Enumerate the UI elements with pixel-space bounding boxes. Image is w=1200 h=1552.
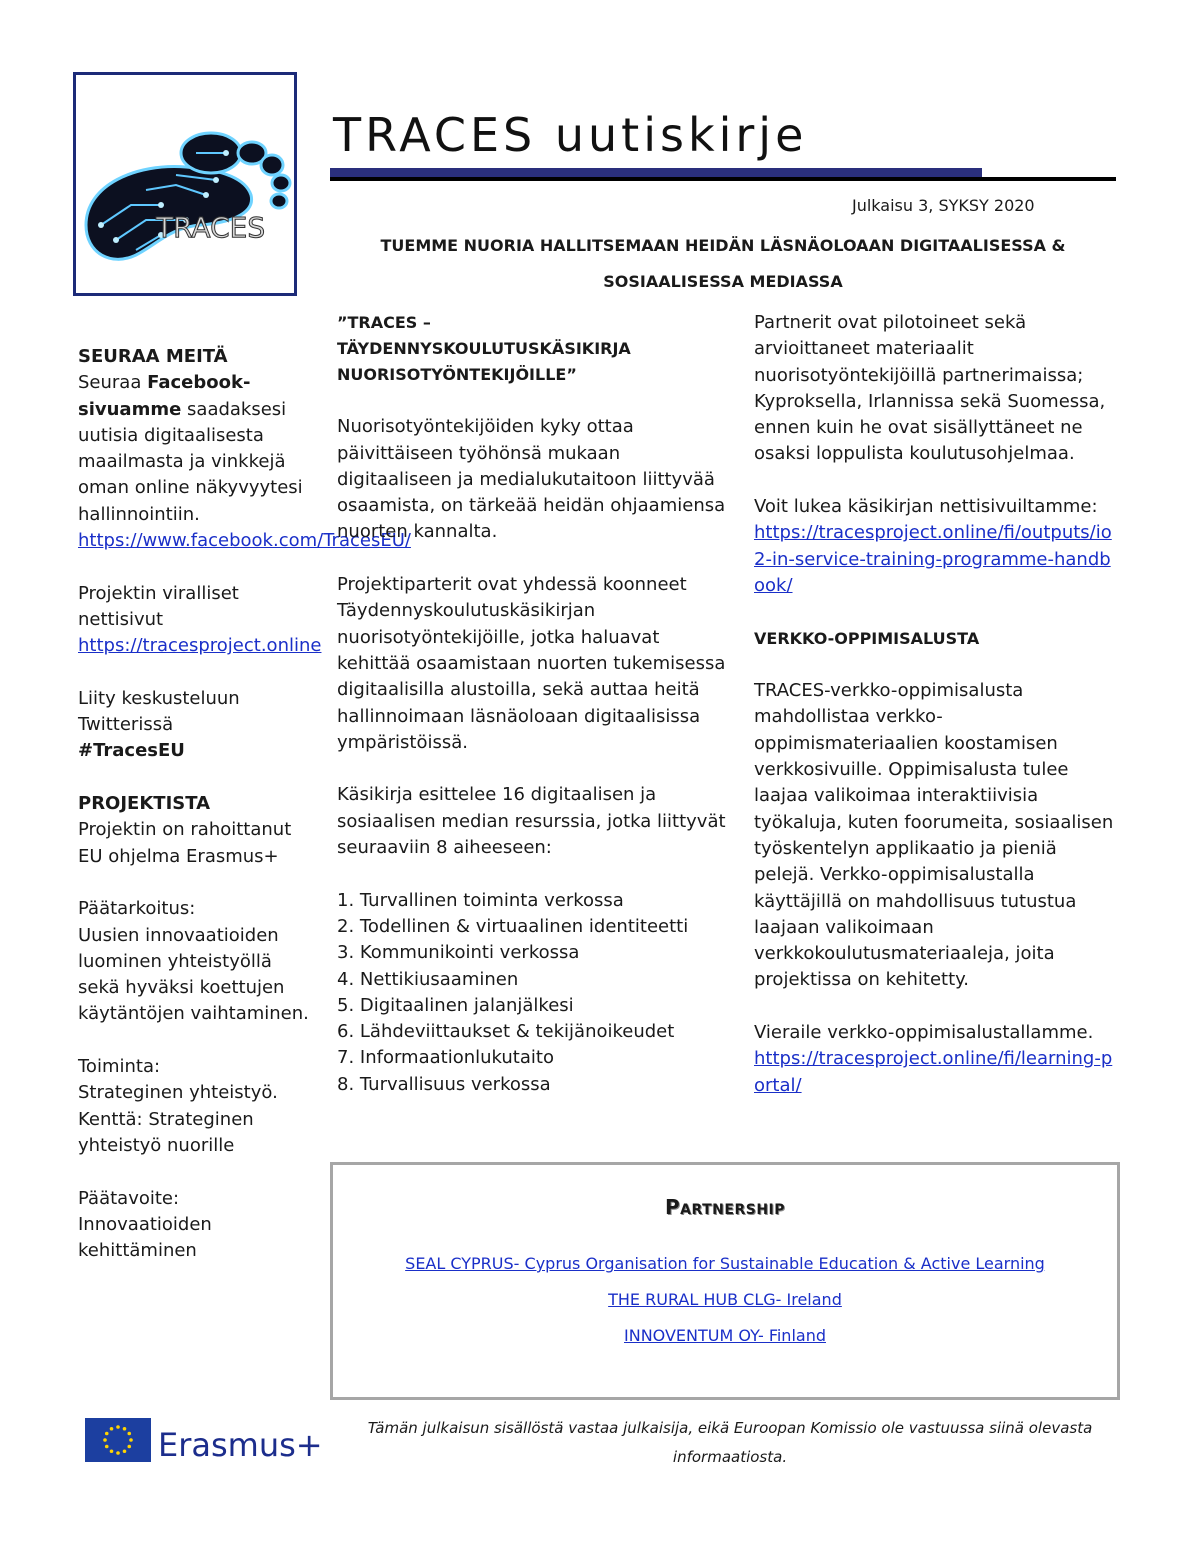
eu-star [110, 1449, 114, 1453]
disclaimer: Tämän julkaisun sisällöstä vastaa julkaisija, eikä Euroopan Komissio ole vastuussa siinä olevasta informaatiosta. [367, 1419, 1093, 1466]
purpose-text: Uusien innovaatioiden luominen yhteistyöllä sekä hyväksi koettujen käytäntöjen vaihtaminen. [78, 924, 309, 1025]
logo-wordmark: TRACES [156, 211, 266, 244]
paragraph: Partnerit ovat pilotoineet sekä arvioittaneet materiaalit nuorisotyöntekijöillä partnerimaissa; Kyproksella, Irlannissa sekä Suomessa, ennen kuin he ovat sisällyttäneet ne osaksi loppulista koulutusohjelmaa. [754, 312, 1106, 465]
list-item: 1. Turvallinen toiminta verkossa [337, 889, 624, 911]
read-text: Voit lukea käsikirjan nettisivuiltamme: [754, 496, 1098, 518]
follow-text-start: Seuraa [78, 372, 148, 394]
list-item: 8. Turvallisuus verkossa [337, 1073, 551, 1095]
goal-text: Innovaatioiden kehittäminen [78, 1213, 212, 1262]
topic-list [337, 888, 729, 1098]
partnership-title: Partnership [664, 1195, 786, 1219]
list-item: 3. Kommunikointi verkossa [337, 942, 580, 964]
website-text: Projektin viralliset nettisivut [78, 582, 239, 630]
follow-text-bold: Facebook-sivuamme [78, 372, 251, 420]
traces-logo [73, 72, 297, 296]
eu-flag-icon [85, 1418, 151, 1462]
eu-star [105, 1445, 109, 1449]
title-rule-black [330, 177, 1116, 181]
paragraph: Käsikirja esittelee 16 digitaalisen ja sosiaalisen median resurssia, jotka liittyvät seuraaviin 8 aiheeseen: [337, 784, 726, 859]
field-text: Kenttä: Strateginen yhteistyö nuorille [78, 1108, 254, 1156]
partnership-box [330, 1162, 1120, 1400]
facebook-link[interactable]: https://www.facebook.com/TracesEU/ [78, 530, 411, 552]
project-heading: PROJEKTISTA [78, 793, 211, 815]
issue-info: Julkaisu 3, SYKSY 2020 [852, 196, 1035, 215]
paragraph: Projektiparterit ovat yhdessä koonneet Täydennyskoulutuskäsikirjan nuorisotyöntekijöille, jotka haluavat kehittää osaamistaan nuorten tukemisessa digitaalisilla alustoilla, sekä auttaa heitä hallinnoimaan läsnäoloaan digitaalisissa ympäristöissä. [337, 574, 726, 753]
eu-star [116, 1425, 120, 1429]
eu-star [103, 1438, 107, 1442]
eu-star [110, 1427, 114, 1431]
eu-star [123, 1427, 127, 1431]
eu-star [105, 1432, 109, 1436]
twitter-text: Liity keskusteluun Twitterissä [78, 687, 240, 736]
eu-star [116, 1451, 120, 1455]
partner-link-rural-hub[interactable]: THE RURAL HUB CLG- Ireland [608, 1290, 842, 1309]
paragraph: Nuorisotyöntekijöiden kyky ottaa päivittäiseen työhönsä mukaan digitaaliseen ja medialukutaitoon liittyvää osaamista, on tärkeää heidän ohjaamiensa nuorten kannalta. [337, 416, 726, 543]
action-label: Toiminta: [78, 1056, 161, 1078]
eu-star [127, 1432, 131, 1436]
partner-link-innoventum[interactable]: INNOVENTUM OY- Finland [624, 1326, 826, 1345]
partner-link-seal[interactable]: SEAL CYPRUS- Cyprus Organisation for Sustainable Education & Active Learning [405, 1254, 1045, 1273]
portal-heading: VERKKO-OPPIMISALUSTA [754, 628, 980, 648]
twitter-hashtag: #TracesEU [78, 740, 185, 762]
website-link[interactable]: https://tracesproject.online [78, 635, 322, 657]
goal-label: Päätavoite: [78, 1187, 180, 1209]
portal-link[interactable]: https://tracesproject.online/fi/learning-portal/ [754, 1048, 1113, 1096]
main-column [337, 310, 729, 1098]
follow-text-end: saadaksesi uutisia digitaalisesta maailmasta ja vinkkejä oman online näkyvyytesi hallinnointiin. [78, 398, 303, 525]
right-column [754, 310, 1114, 1125]
handbook-link[interactable]: https://tracesproject.online/fi/outputs/io2-in-service-training-programme-handbook/ [754, 522, 1112, 596]
project-text: Projektin on rahoittanut EU ohjelma Erasmus+ [78, 819, 292, 867]
visit-text: Vieraile verkko-oppimisalustallamme. [754, 1022, 1094, 1044]
list-item: 5. Digitaalinen jalanjälkesi [337, 994, 574, 1016]
eu-star [129, 1438, 133, 1442]
erasmus-wordmark: Erasmus+ [158, 1426, 323, 1464]
newsletter-title: TRACES uutiskirje [333, 108, 808, 162]
handbook-heading: ”TRACES – TÄYDENNYSKOULUTUSKÄSIKIRJA NUORISOTYÖNTEKIJÖILLE” [337, 313, 631, 384]
list-item: 7. Informaationlukutaito [337, 1047, 554, 1069]
follow-heading: SEURAA MEITÄ [78, 346, 228, 367]
eu-star [123, 1449, 127, 1453]
portal-text: TRACES-verkko-oppimisalusta mahdollistaa verkko-oppimismateriaalien koostamisen verkkosivuille. Oppimisalusta tulee laajaa valikoimaa interaktiivisia työkaluja, kuten foorumeita, sosiaalisen työskentelyn applikaatio ja pieniä pelejä. Verkko-oppimisalustalla käyttäjillä on mahdollisuus tutustua laajaan valikoimaan verkkokoulutusmateriaaleja, joita projektissa on kehitetty. [754, 680, 1114, 991]
footprint-logo-icon [76, 75, 294, 293]
eu-star [127, 1445, 131, 1449]
sidebar [78, 344, 411, 1291]
list-item: 6. Lähdeviittaukset & tekijänoikeudet [337, 1021, 675, 1043]
purpose-label: Päätarkoitus: [78, 898, 196, 920]
action-text: Strateginen yhteistyö. [78, 1082, 278, 1104]
title-rule-blue [330, 168, 982, 177]
list-item: 4. Nettikiusaaminen [337, 968, 519, 990]
list-item: 2. Todellinen & virtuaalinen identiteetti [337, 915, 689, 937]
headline: TUEMME NUORIA HALLITSEMAAN HEIDÄN LÄSNÄOLOAAN DIGITAALISESSA & SOSIAALISESSA MEDIASSA [380, 236, 1066, 291]
